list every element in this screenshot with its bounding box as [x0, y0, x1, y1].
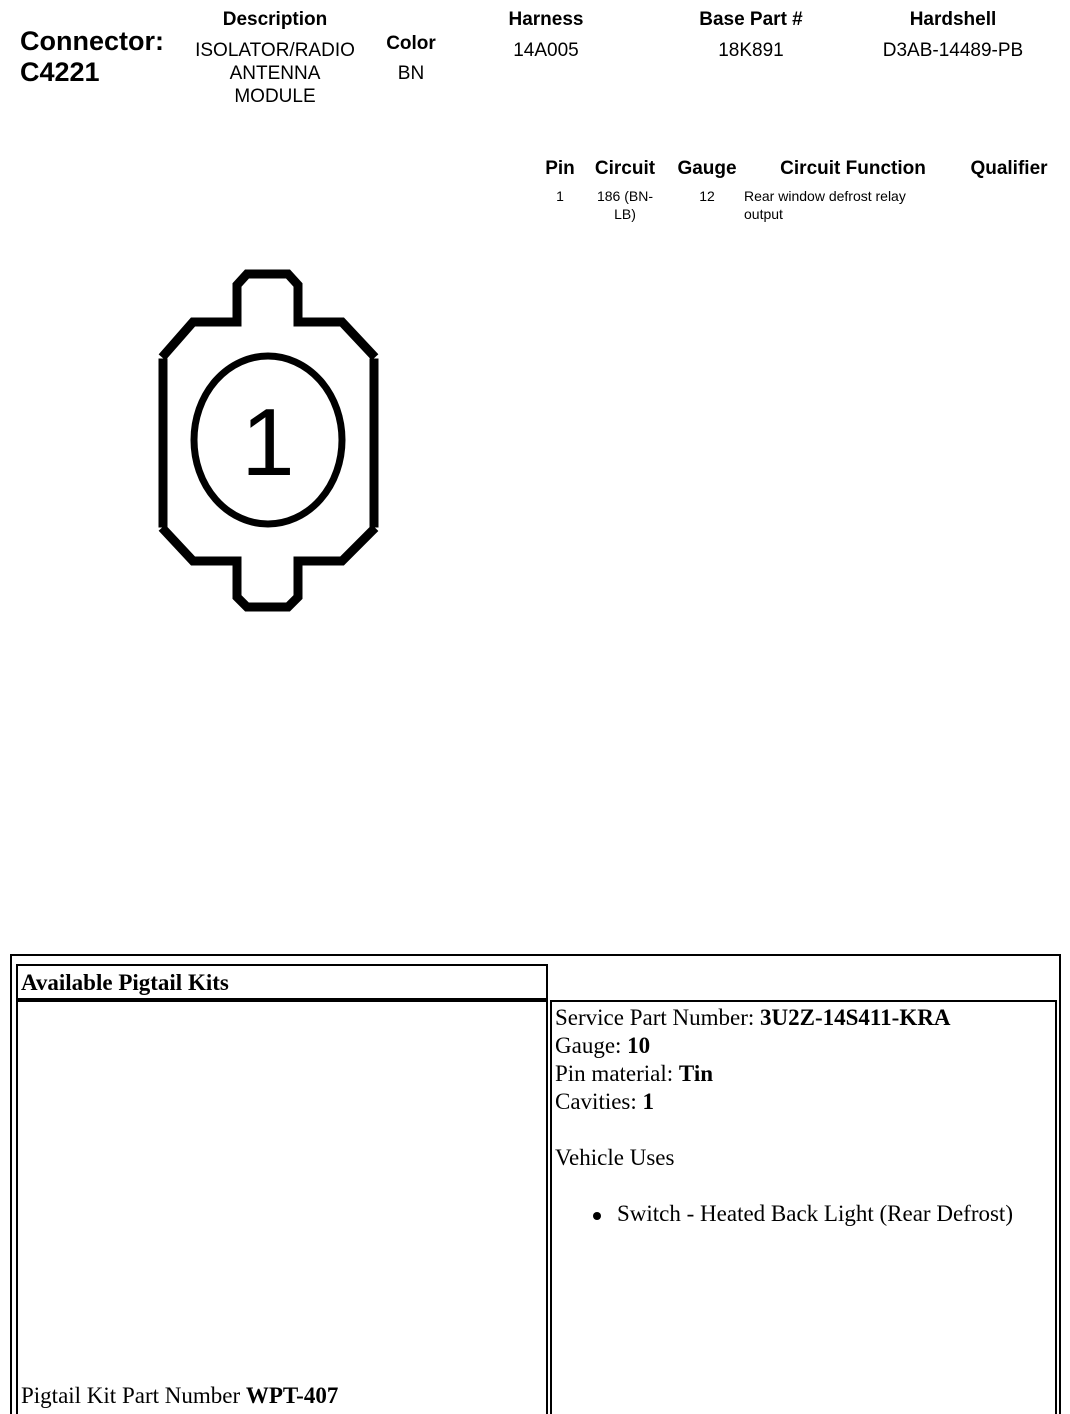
connector-label: Connector:	[20, 26, 164, 56]
pigtail-kit-table	[10, 954, 1061, 1414]
pigtail-title: Available Pigtail Kits	[21, 970, 229, 995]
gauge-label: Gauge:	[555, 1033, 622, 1058]
description-line: ANTENNA	[229, 63, 321, 84]
function-line: Rear window defrost relay	[744, 188, 906, 204]
vehicle-use-text: Switch - Heated Back Light (Rear Defrost)	[617, 1201, 1013, 1226]
connector-diagram	[150, 265, 390, 625]
vehicle-use-item	[555, 1200, 1013, 1228]
bullet-icon	[593, 1212, 601, 1220]
connector-title	[20, 26, 164, 88]
pigtail-kit-value: WPT-407	[245, 1383, 339, 1408]
description-line: MODULE	[234, 86, 316, 107]
hardshell-value: D3AB-14489-PB	[882, 40, 1024, 61]
pin-number-cell: 1	[556, 188, 564, 204]
gauge-line	[555, 1032, 1013, 1060]
circuit-line: 186 (BN-	[596, 188, 654, 204]
gauge-cell: 12	[699, 188, 715, 204]
pigtail-kit-number	[21, 1382, 338, 1410]
circuit-line: LB)	[614, 206, 636, 222]
harness-value: 14A005	[513, 40, 579, 61]
connector-id: C4221	[20, 57, 100, 87]
bottom-latch-tab	[237, 570, 298, 607]
body-edge-top-left	[165, 322, 237, 354]
pin-cavity-number: 1	[241, 389, 295, 496]
base-part-value: 18K891	[718, 40, 784, 61]
pigtail-kit-label: Pigtail Kit Part Number	[21, 1383, 241, 1408]
top-latch-tab	[237, 274, 298, 315]
qualifier-column-header: Qualifier	[970, 158, 1048, 179]
body-edge-bottom-right	[298, 531, 372, 561]
body-edge-bottom-left	[165, 531, 237, 561]
vehicle-uses-heading: Vehicle Uses	[555, 1145, 675, 1170]
service-part-label: Service Part Number:	[555, 1005, 755, 1030]
pin-material-label: Pin material:	[555, 1061, 674, 1086]
pigtail-title-cell	[16, 964, 548, 1000]
circuit-function-column-header: Circuit Function	[780, 158, 926, 179]
description-header: Description	[222, 9, 328, 30]
cavities-line	[555, 1088, 1013, 1116]
pigtail-kit-cell	[16, 1000, 548, 1414]
service-part-value: 3U2Z-14S411-KRA	[760, 1005, 951, 1030]
color-header: Color	[386, 33, 436, 54]
service-part-cell	[550, 1000, 1057, 1414]
pin-column-header: Pin	[545, 158, 575, 179]
description-line: ISOLATOR/RADIO	[195, 40, 355, 61]
hardshell-header: Hardshell	[909, 9, 997, 30]
circuit-function-cell	[744, 187, 954, 223]
gauge-column-header: Gauge	[677, 158, 737, 179]
base-part-header: Base Part #	[699, 9, 803, 30]
color-value: BN	[397, 63, 425, 84]
harness-header: Harness	[508, 9, 584, 30]
service-part-details	[555, 1004, 1013, 1228]
service-part-line	[555, 1004, 1013, 1032]
description-value	[175, 39, 375, 108]
circuit-cell	[588, 187, 662, 223]
body-edge-top-right	[298, 322, 372, 354]
pin-material-line	[555, 1060, 1013, 1088]
cavities-value: 1	[642, 1089, 655, 1114]
circuit-column-header: Circuit	[594, 158, 656, 179]
gauge-value: 10	[627, 1033, 651, 1058]
function-line: output	[744, 206, 783, 222]
pin-material-value: Tin	[678, 1061, 714, 1086]
cavities-label: Cavities:	[555, 1089, 637, 1114]
